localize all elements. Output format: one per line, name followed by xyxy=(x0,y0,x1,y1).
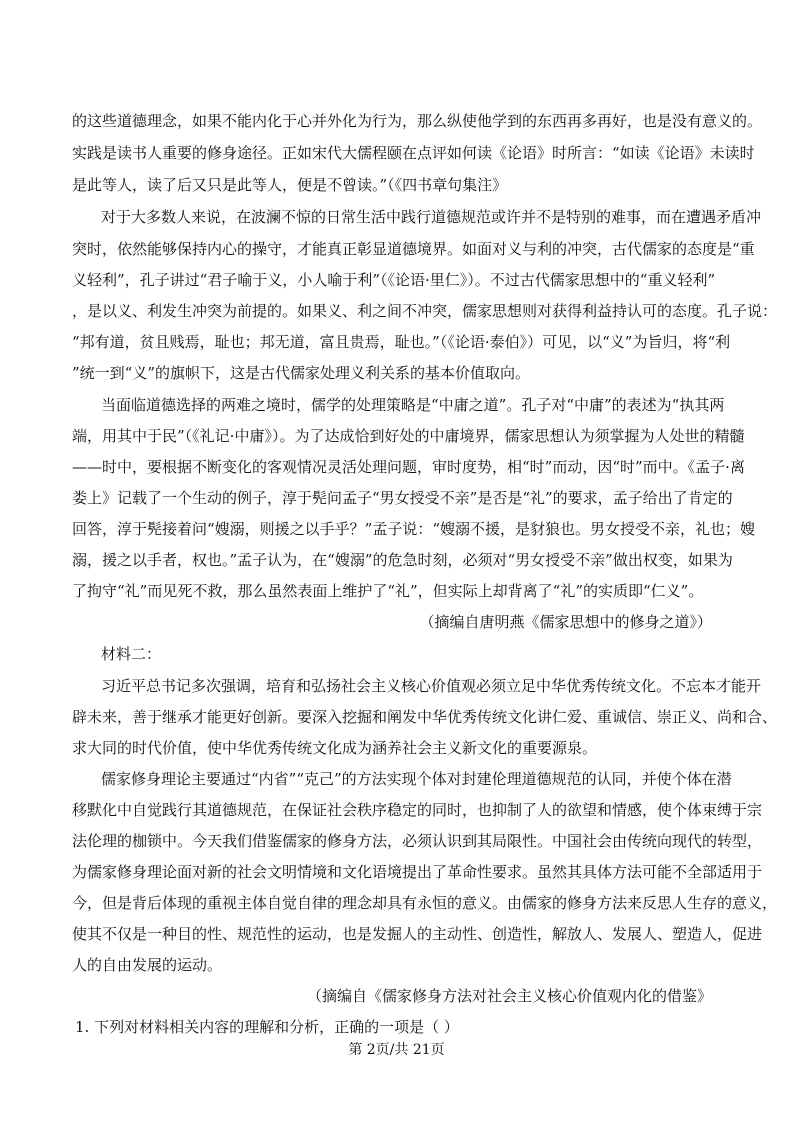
paragraph-line: “邦有道，贫且贱焉，耻也；邦无道，富且贵焉，耻也。”（《论语·泰伯》）可见，以“义”为旨归，将“利 xyxy=(72,333,731,351)
paragraph-line: 当面临道德选择的两难之境时，儒学的处理策略是“中庸之道”。孔子对“中庸”的表述为“执其两 xyxy=(101,396,725,414)
page-footer: 第 2页/共 21页 xyxy=(348,1042,445,1058)
paragraph-line: ——时中，要根据不断变化的客观情况灵活处理问题，审时度势，相“时”而动，因“时”而中。《孟子·离 xyxy=(72,458,745,476)
paragraph-line: 的这些道德理念，如果不能内化于心并外化为行为，那么纵使他学到的东西再多再好，也是没有意义的。 xyxy=(72,112,763,130)
paragraph-line: 溺，援之以手者，权也。”孟子认为，在“嫂溺”的危急时刻，必须对“男女授受不亲”做出权变，如果为 xyxy=(72,551,733,569)
paragraph-line: 辟未来，善于继承才能更好创新。要深入挖掘和阐发中华优秀传统文化讲仁爱、重诚信、崇正义、尚和合、 xyxy=(72,708,778,726)
paragraph-line: 回答，淳于髡接着问“嫂溺，则援之以手乎？”孟子说：“嫂溺不援，是豺狼也。男女授受不亲，礼也；嫂 xyxy=(72,520,756,538)
paragraph-line: 习近平总书记多次强调，培育和弘扬社会主义核心价值观必须立足中华优秀传统文化。不忘本才能开 xyxy=(101,677,762,695)
paragraph-line: 今，但是背后体现的重视主体自觉自律的理念却具有永恒的意义。由儒家的修身方法来反思人生存的意义， xyxy=(72,894,778,912)
paragraph-line: 突时，依然能够保持内心的操守，才能真正彰显道德境界。如面对义与利的冲突，古代儒家的态度是“重 xyxy=(72,240,755,258)
paragraph-line: 实践是读书人重要的修身途径。正如宋代大儒程颐在点评如何读《论语》时所言：“如读《论语》未读时 xyxy=(72,144,755,162)
paragraph-line: 使其不仅是一种目的性、规范性的运动，也是发掘人的主动性、创造性，解放人、发展人、塑造人，促进 xyxy=(72,925,763,943)
paragraph-line: 对于大多数人来说，在波澜不惊的日常生活中践行道德规范或许并不是特别的难事，而在遭遇矛盾冲 xyxy=(101,208,762,226)
paragraph-line: 移默化中自觉践行其道德规范，在保证社会秩序稳定的同时，也抑制了人的欲望和情感，使个体束缚于宗 xyxy=(72,801,763,819)
paragraph-line: 为儒家修身理论面对新的社会文明情境和文化语境提出了革命性要求。虽然其具体方法可能不全部适用于 xyxy=(72,863,763,881)
paragraph-line: 法伦理的枷锁中。今天我们借鉴儒家的修身方法，必须认识到其局限性。中国社会由传统向现代的转型， xyxy=(72,832,763,850)
paragraph-line: 了拘守“礼”而见死不救，那么虽然表面上维护了“礼”，但实际上却背离了“礼”的实质即“仁义”。 xyxy=(72,582,704,600)
source-citation: （摘编自唐明燕《儒家思想中的修身之道》） xyxy=(419,613,712,631)
paragraph-line: 娄上》记载了一个生动的例子，淳于髡问孟子“男女授受不亲”是否是“礼”的要求，孟子给出了肯定的 xyxy=(72,489,733,507)
section-heading: 材料二： xyxy=(101,645,162,663)
paragraph-line: 儒家修身理论主要通过“内省”“克己”的方法实现个体对封建伦理道德规范的认同，并使个体在潜 xyxy=(101,770,732,788)
source-citation: （摘编自《儒家修身方法对社会主义核心价值观内化的借鉴》 xyxy=(306,987,712,1005)
paragraph-line: ，是以义、利发生冲突为前提的。如果义、利之间不冲突，儒家思想则对获得利益持认可的态度。孔子说： xyxy=(72,302,778,320)
paragraph-line: 义轻利”，孔子讲过“君子喻于义，小人喻于利”（《论语·里仁》）。不过古代儒家思想中的“重义轻利” xyxy=(72,271,716,289)
paragraph-line: 人的自由发展的运动。 xyxy=(72,956,223,974)
paragraph-line: 端，用其中于民”（《礼记·中庸》）。为了达成恰到好处的中庸境界，儒家思想认为须掌握为人处世的精髓 xyxy=(72,427,745,445)
paragraph-line: 求大同的时代价值，使中华优秀传统文化成为涵养社会主义新文化的重要源泉。 xyxy=(72,739,598,757)
paragraph-line: 是此等人，读了后又只是此等人，便是不曾读。”（《四书章句集注》 xyxy=(72,176,508,194)
paragraph-line: ”统一到“义”的旗帜下，这是古代儒家处理义利关系的基本价值取向。 xyxy=(72,364,531,382)
question-prompt: 1. 下列对材料相关内容的理解和分析，正确的一项是（ ） xyxy=(75,1018,459,1036)
